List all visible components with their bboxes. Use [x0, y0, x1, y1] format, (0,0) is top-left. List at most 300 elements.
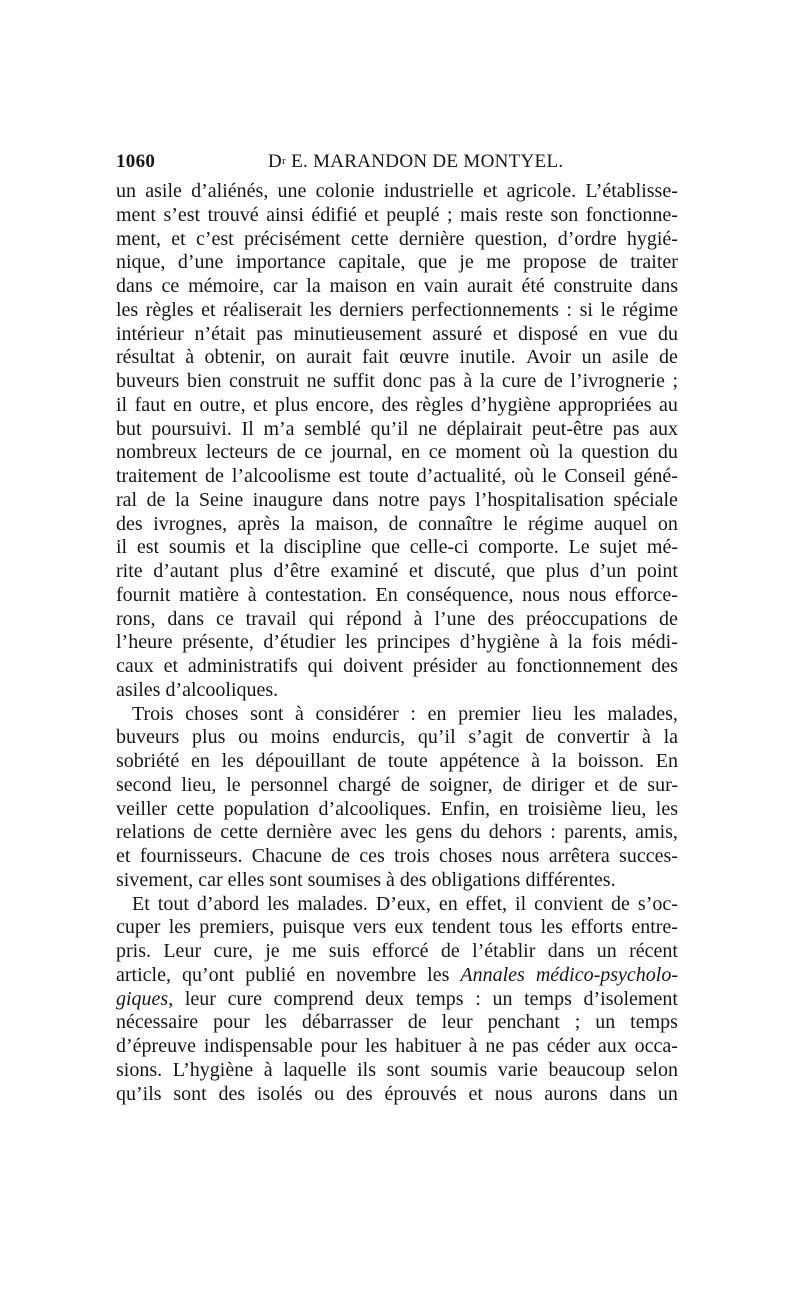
- word: principes: [376, 631, 451, 654]
- word: inaugure: [252, 488, 323, 511]
- word: n’était: [194, 322, 246, 345]
- text-line: [116, 893, 678, 917]
- word: règles: [415, 393, 464, 416]
- word: s’agit: [468, 726, 513, 749]
- text-line: [116, 251, 678, 275]
- word: :: [566, 298, 573, 321]
- word: succes-: [619, 845, 678, 867]
- word: fonctionnement: [515, 655, 642, 677]
- word: ainsi: [266, 203, 304, 226]
- word: de: [543, 370, 563, 392]
- word: qui: [307, 655, 334, 677]
- page-number: 1060: [116, 151, 156, 172]
- word: et: [492, 322, 508, 345]
- text-line: [116, 1059, 678, 1083]
- word: comprend: [273, 987, 354, 1010]
- word: notre: [378, 488, 420, 511]
- word: la: [174, 488, 190, 511]
- word: temps: [524, 987, 572, 1010]
- word: spéciale: [613, 488, 678, 511]
- word: après: [237, 512, 280, 535]
- running-head-author: [268, 151, 563, 173]
- text-line: [116, 821, 678, 845]
- word: tous: [499, 916, 533, 939]
- word: dans: [547, 940, 585, 962]
- word: les: [385, 821, 408, 844]
- word: celle-ci: [409, 536, 469, 559]
- word: de: [407, 1011, 427, 1034]
- word: on: [657, 512, 678, 535]
- word: et: [483, 180, 498, 202]
- word: maison: [329, 275, 388, 297]
- word: sivement,: [116, 868, 194, 891]
- word: lieu,: [611, 797, 647, 820]
- word: céder: [546, 1035, 590, 1057]
- word: et: [364, 203, 379, 226]
- text-line: [116, 774, 678, 798]
- word: rons,: [116, 607, 156, 630]
- word: de: [598, 251, 618, 274]
- word: reste: [505, 203, 544, 226]
- word: troisième: [527, 797, 603, 820]
- word: le: [226, 773, 241, 796]
- word: capitale,: [338, 251, 406, 274]
- word: dépouillant: [255, 750, 346, 772]
- word: relations: [116, 821, 185, 844]
- word: premiers,: [199, 916, 275, 939]
- word: plus: [545, 560, 579, 582]
- word: ce: [428, 441, 447, 464]
- word: d’un: [589, 560, 627, 582]
- word: construite: [553, 275, 633, 297]
- word: habituer: [395, 1035, 461, 1057]
- word: ne: [418, 417, 437, 440]
- text-line: [116, 1083, 678, 1107]
- text-line: [116, 299, 678, 323]
- word: cure: [501, 370, 537, 392]
- word: la: [663, 726, 678, 749]
- text-line: [116, 1011, 678, 1035]
- word: suffit: [333, 370, 375, 392]
- word: agricole.: [506, 180, 577, 202]
- word: laquelle: [283, 1058, 347, 1081]
- word: ces: [359, 845, 385, 867]
- word: déplairait: [446, 417, 523, 440]
- word: la: [567, 631, 583, 654]
- word: entre-: [631, 916, 678, 939]
- word: En: [655, 750, 678, 772]
- word: des: [399, 868, 427, 891]
- word: malades.: [297, 892, 368, 915]
- word: aurait: [306, 346, 352, 369]
- word: obtenir,: [204, 346, 266, 369]
- word: des: [487, 607, 515, 630]
- text-line: [116, 940, 678, 964]
- text-line: [116, 869, 678, 893]
- word: pour: [320, 1035, 358, 1057]
- word: Seine: [198, 488, 244, 511]
- word: construit: [228, 370, 299, 392]
- text-line: [116, 180, 678, 204]
- word: gens: [415, 821, 453, 844]
- word: la: [259, 536, 274, 559]
- word: semblé: [304, 417, 361, 440]
- word: le: [600, 298, 615, 321]
- text-line: [116, 750, 678, 774]
- text-line: [116, 703, 678, 727]
- word: buveurs: [116, 726, 180, 749]
- word: que: [371, 536, 400, 559]
- word: convertir: [557, 726, 630, 749]
- word: personnel: [250, 773, 329, 796]
- word: lieu,: [181, 773, 217, 796]
- word: plus: [192, 726, 226, 749]
- word: aux: [597, 1035, 627, 1057]
- text-line: [116, 584, 678, 608]
- word: Enfin,: [440, 797, 491, 820]
- word: du: [657, 441, 678, 464]
- word: d’épreuve: [116, 1035, 196, 1057]
- word: considérer: [315, 702, 399, 725]
- word: fait: [362, 346, 389, 369]
- word: de: [659, 607, 678, 630]
- word: est: [136, 536, 160, 559]
- word: trouvé: [207, 203, 259, 226]
- word: d’aliénés,: [191, 180, 269, 202]
- word: lieu: [531, 702, 562, 725]
- word: propose: [523, 251, 587, 274]
- word: un: [657, 1082, 678, 1105]
- word: ils: [357, 1058, 377, 1081]
- word: Annales: [460, 963, 525, 986]
- word: d’alcooliques.: [318, 797, 432, 820]
- word: ou: [314, 1082, 335, 1105]
- word: premier: [458, 702, 521, 725]
- word: lecteurs: [205, 441, 268, 464]
- word: conséquence,: [406, 583, 514, 606]
- word: en: [173, 393, 193, 416]
- word: l’ivrognerie: [570, 370, 665, 392]
- text-line: [116, 1035, 678, 1059]
- word: d’abord: [196, 892, 260, 915]
- word: pas: [512, 1035, 539, 1057]
- word: me: [486, 251, 511, 274]
- word: cure: [227, 987, 263, 1010]
- word: des: [381, 393, 409, 416]
- word: L’hygiène: [172, 1058, 254, 1081]
- word: à: [385, 868, 395, 891]
- word: un: [596, 940, 617, 962]
- word: je: [265, 940, 280, 962]
- word: intérieur: [116, 322, 184, 345]
- word: ivrognes,: [153, 512, 228, 535]
- word: pays: [429, 488, 466, 511]
- text-line: [116, 513, 678, 537]
- word: d’isolement: [583, 987, 678, 1010]
- word: en: [588, 322, 608, 345]
- word: les: [345, 631, 368, 654]
- word: endurcis,: [332, 726, 406, 749]
- word: il: [116, 536, 128, 559]
- word: sont: [173, 1082, 207, 1105]
- text-line: [116, 845, 678, 869]
- word: à: [263, 1058, 273, 1081]
- word: leur: [184, 987, 216, 1010]
- word: aurons: [544, 1082, 598, 1105]
- word: à: [531, 750, 541, 772]
- word: à: [247, 583, 257, 606]
- word: son: [550, 203, 579, 226]
- word: dehors: [488, 821, 543, 844]
- word: d’hygiène: [459, 631, 540, 654]
- word: sobriété: [116, 750, 180, 772]
- word: plus: [274, 393, 309, 416]
- word: selon: [635, 1058, 678, 1081]
- word: la: [479, 370, 495, 392]
- text-line: [116, 916, 678, 940]
- word: en: [438, 892, 458, 915]
- word: une: [277, 180, 307, 202]
- text-line: [116, 964, 678, 988]
- text-line: [116, 536, 678, 560]
- word: les: [221, 750, 244, 772]
- word: les: [540, 916, 563, 939]
- word: ne: [306, 370, 326, 392]
- word: les: [116, 298, 139, 321]
- word: la: [551, 750, 567, 772]
- word: l’une: [434, 607, 476, 630]
- word: c’est: [195, 227, 234, 250]
- word: novembre: [336, 963, 417, 986]
- word: donc: [382, 370, 422, 392]
- word: temps: [630, 1011, 678, 1034]
- word: dernière: [398, 227, 465, 250]
- word: nous: [522, 583, 560, 606]
- word: Trois: [132, 702, 174, 725]
- word: nous: [494, 1082, 533, 1105]
- word: industrielle: [383, 180, 474, 202]
- word: rite: [116, 560, 143, 582]
- word: du: [460, 821, 481, 844]
- word: tout: [157, 892, 189, 915]
- word: question,: [474, 227, 548, 250]
- word: à: [185, 346, 195, 369]
- text-line: [116, 370, 678, 394]
- word: soumis: [430, 1058, 488, 1081]
- word: toute: [387, 750, 428, 772]
- word: peut-être: [531, 417, 603, 440]
- word: et: [468, 1082, 483, 1105]
- word: édifié: [311, 203, 357, 226]
- word: discuté,: [433, 560, 496, 582]
- word: ce: [215, 607, 234, 630]
- word: nécessaire: [116, 1011, 199, 1034]
- word: l’heure: [116, 631, 173, 654]
- word: de: [146, 488, 166, 511]
- word: dans: [332, 488, 369, 511]
- word: présente,: [182, 631, 254, 654]
- text-line: [116, 441, 678, 465]
- word: isolés: [256, 1082, 303, 1105]
- word: parents,: [564, 821, 627, 844]
- word: que: [506, 560, 536, 582]
- word: à: [641, 726, 651, 749]
- word: contestation.: [265, 583, 367, 606]
- word: les: [309, 298, 332, 321]
- word: géné-: [633, 465, 678, 487]
- author-initial: D: [268, 151, 283, 172]
- word: pas: [612, 417, 640, 440]
- word: aux: [649, 417, 678, 440]
- word: au: [658, 393, 678, 416]
- word: les: [168, 916, 191, 939]
- word: en: [401, 441, 421, 464]
- text-line: [116, 798, 678, 822]
- word: et: [594, 773, 609, 796]
- text-line: [116, 346, 678, 370]
- word: cette: [176, 797, 215, 820]
- word: règles: [145, 298, 194, 321]
- word: temps: [415, 987, 464, 1010]
- word: derniers: [339, 298, 404, 321]
- word: soumis: [168, 536, 226, 559]
- word: répond: [346, 607, 402, 630]
- word: puisque: [282, 916, 345, 939]
- word: le: [542, 465, 557, 487]
- word: éprouvés: [384, 1082, 457, 1105]
- word: maison,: [315, 512, 379, 535]
- word: à: [463, 370, 473, 392]
- word: régime: [622, 298, 678, 321]
- word: je: [459, 251, 474, 274]
- word: et: [253, 393, 268, 416]
- word: discipline: [283, 536, 362, 559]
- word: sont: [269, 868, 303, 891]
- word: effet,: [465, 892, 508, 915]
- word: :: [550, 821, 556, 844]
- word: nombreux: [116, 441, 198, 464]
- word: de: [388, 512, 408, 535]
- word: ce: [304, 441, 323, 464]
- word: choses: [438, 845, 493, 867]
- word: qu’il: [417, 726, 456, 749]
- word: il: [116, 393, 128, 416]
- word: traiter: [630, 251, 678, 274]
- word: varie: [497, 1058, 538, 1081]
- word: caux: [116, 655, 154, 677]
- word: sujet: [599, 536, 638, 559]
- body-text: [116, 180, 678, 1106]
- word: connaître: [418, 512, 493, 535]
- word: encore,: [315, 393, 374, 416]
- word: hygié-: [626, 227, 678, 250]
- word: peuplé: [386, 203, 440, 226]
- word: veiller: [116, 797, 168, 820]
- word: perfectionnements: [411, 298, 559, 321]
- text-line: [116, 323, 678, 347]
- word: en: [396, 275, 416, 297]
- text-line: [116, 608, 678, 632]
- word: qu’ont: [181, 963, 235, 986]
- word: l’alcoolisme: [231, 465, 331, 487]
- word: de: [440, 940, 460, 962]
- word: faut: [134, 393, 166, 416]
- word: me: [292, 940, 317, 962]
- word: des: [651, 655, 678, 677]
- text-line: [116, 275, 678, 299]
- word: récent: [629, 940, 678, 962]
- word: soumises: [307, 868, 381, 891]
- word: :: [410, 702, 416, 725]
- word: amis,: [635, 821, 678, 844]
- word: asiles: [116, 678, 161, 701]
- word: D’eux,: [375, 892, 431, 915]
- word: mais: [460, 203, 498, 226]
- word: malades,: [607, 702, 678, 725]
- word: moment: [455, 441, 521, 464]
- word: d’être: [273, 560, 320, 582]
- word: qui: [308, 607, 335, 630]
- word: est: [338, 465, 361, 487]
- word: efforcé: [372, 940, 429, 962]
- word: où: [529, 441, 550, 464]
- word: Le: [568, 536, 590, 559]
- word: des: [346, 1082, 373, 1105]
- word: que: [417, 251, 447, 274]
- word: asile: [612, 346, 649, 369]
- word: en: [191, 750, 210, 772]
- word: journal,: [330, 441, 393, 464]
- word: nous: [568, 583, 607, 606]
- word: et: [163, 655, 179, 677]
- word: diriger: [531, 773, 585, 796]
- word: il: [515, 892, 527, 915]
- word: de: [611, 892, 630, 915]
- word: appétence: [439, 750, 520, 772]
- word: un: [492, 987, 513, 1010]
- word: débarrasser: [301, 1011, 393, 1034]
- word: si: [579, 298, 593, 321]
- word: colonie: [315, 180, 375, 202]
- word: pour: [213, 1011, 250, 1034]
- author-name: E. MARANDON DE MONTYEL.: [291, 151, 564, 172]
- word: dans: [116, 275, 153, 297]
- text-line: [116, 465, 678, 489]
- word: Conseil: [564, 465, 626, 487]
- text-line: [116, 655, 678, 679]
- word: m’a: [263, 417, 295, 440]
- word: toute: [368, 465, 409, 487]
- word: trois: [394, 845, 430, 867]
- word: les: [655, 797, 678, 820]
- word: sont: [386, 1058, 420, 1081]
- word: appropriées: [558, 393, 652, 416]
- word: nous: [501, 845, 540, 867]
- word: efforce-: [615, 583, 678, 606]
- word: Leur: [163, 940, 202, 962]
- word: bien: [186, 370, 222, 392]
- word: cette: [220, 821, 259, 844]
- word: En: [375, 583, 398, 606]
- word: à: [549, 631, 559, 654]
- word: cette: [350, 227, 389, 250]
- word: soigner,: [429, 773, 493, 796]
- word: car: [273, 275, 298, 297]
- word: la: [290, 512, 305, 535]
- word: nique,: [116, 251, 166, 274]
- word: ou: [238, 726, 259, 749]
- word: boisson.: [577, 750, 645, 772]
